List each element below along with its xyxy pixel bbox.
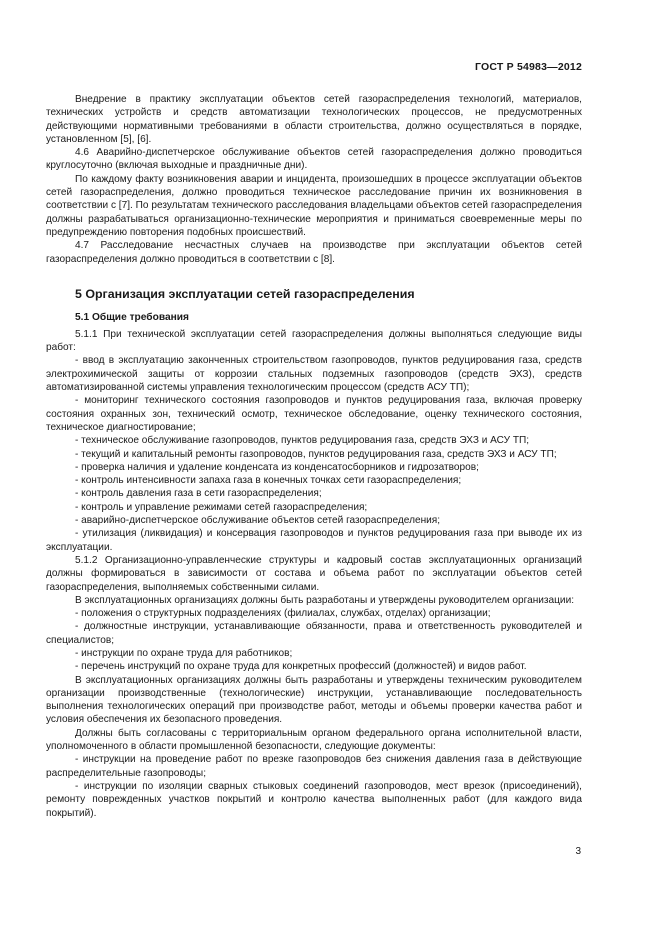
- page-number: 3: [575, 846, 581, 857]
- paragraph: 5.1.1 При технической эксплуатации сетей газораспределения должны выполняться следующие виды работ:: [46, 328, 582, 354]
- paragraph: В эксплуатационных организациях должны быть разработаны и утверждены руководителем организации:: [75, 594, 575, 606]
- paragraph: В эксплуатационных организациях должны быть разработаны и утверждены техническим руководителем организации производственные (технологические) инструкции, устанавливающие последовательность выполнения технологических операций при производстве работ, методы и объемы проверки качества работ и условия обеспечения их безопасного проведения.: [46, 674, 582, 726]
- list-item: - техническое обслуживание газопроводов, пунктов редуцирования газа, средств ЭХЗ и АСУ ТП;: [75, 435, 530, 447]
- list-item: - контроль и управление режимами сетей газораспределения;: [75, 501, 368, 513]
- paragraph: Должны быть согласованы с территориальным органом федерального органа исполнительной власти, уполномоченного в области промышленной безопасности, следующие документы:: [46, 727, 582, 753]
- page-content: [46, 93, 582, 820]
- paragraph: По каждому факту возникновения аварии и инцидента, произошедших в процессе эксплуатации объектов сетей газораспределения, должно проводиться техническое расследование причин их возникновения в соответствии с [7]. По результатам технического расследования владельцами объектов сетей газораспределения должны разрабатываться организационно-технические мероприятия и приниматься своевременные меры по предупреждению повторения подобных происшествий.: [46, 173, 582, 238]
- list-item: - инструкции по охране труда для работников;: [75, 647, 293, 659]
- list-item: - проверка наличия и удаление конденсата из конденсатосборников и гидрозатворов;: [75, 461, 479, 473]
- list-item: - контроль интенсивности запаха газа в конечных точках сети газораспределения;: [75, 475, 462, 487]
- subsection-heading: 5.1 Общие требования: [75, 311, 189, 323]
- list-item: - инструкции на проведение работ по врезке газопроводов без снижения давления газа в действующие распределительные газопроводы;: [46, 754, 582, 779]
- list-item: - утилизация (ликвидация) и консервация газопроводов и пунктов редуцирования газа при выводе их из эксплуатации.: [46, 528, 582, 553]
- list-item: - положения о структурных подразделениях (филиалах, службах, отделах) организации;: [75, 608, 491, 620]
- section-heading: 5 Организация эксплуатации сетей газораспределения: [75, 286, 415, 301]
- list-item: - ввод в эксплуатацию законченных строительством газопроводов, пунктов редуцирования газа, средств электрохимической защиты от коррозии стальных подземных газопроводов (средств ЭХЗ), средств автоматизированной системы управления технологическим процессом (средств АСУ ТП);: [46, 355, 582, 394]
- paragraph: 4.6 Аварийно-диспетчерское обслуживание объектов сетей газораспределения должно проводиться круглосуточно (включая выходные и праздничные дни).: [46, 147, 582, 172]
- paragraph: 5.1.2 Организационно-управленческие структуры и кадровый состав эксплуатационных организаций должны формироваться в зависимости от состава и объема работ по эксплуатации объектов сетей газораспределения, выполняемых собственными силами.: [46, 554, 582, 593]
- list-item: - аварийно-диспетчерское обслуживание объектов сетей газораспределения;: [75, 515, 441, 527]
- list-item: - инструкции по изоляции сварных стыковых соединений газопроводов, мест врезок (присоединений), ремонту поврежденных участков покрытий и контролю качества выполненных работ (для каждого вида покрытий).: [46, 780, 582, 819]
- list-item: - должностные инструкции, устанавливающие обязанности, права и ответственность руководителей и специалистов;: [46, 621, 582, 646]
- list-item: - текущий и капитальный ремонты газопроводов, пунктов редуцирования газа, средств ЭХЗ и АСУ ТП;: [75, 448, 557, 460]
- paragraph: Внедрение в практику эксплуатации объектов сетей газораспределения технологий, материалов, технических устройств и средств автоматизации технологических процессов, не предусмотренных действующими нормативными требованиями в области строительства, должно осуществляться в порядке, установленном [5], [6].: [46, 94, 582, 145]
- list-item: - мониторинг технического состояния газопроводов и пунктов редуцирования газа, включая проверку состояния охранных зон, технический осмотр, техническое обследование, оценку технического состояния, техническое диагностирование;: [46, 395, 582, 433]
- paragraph: 4.7 Расследование несчастных случаев на производстве при эксплуатации объектов сетей газораспределения должно проводиться в соответствии с [8].: [46, 240, 582, 265]
- document-code: ГОСТ Р 54983—2012: [474, 61, 582, 73]
- list-item: - перечень инструкций по охране труда для конкретных профессий (должностей) и видов работ.: [75, 661, 527, 673]
- list-item: - контроль давления газа в сети газораспределения;: [75, 488, 322, 500]
